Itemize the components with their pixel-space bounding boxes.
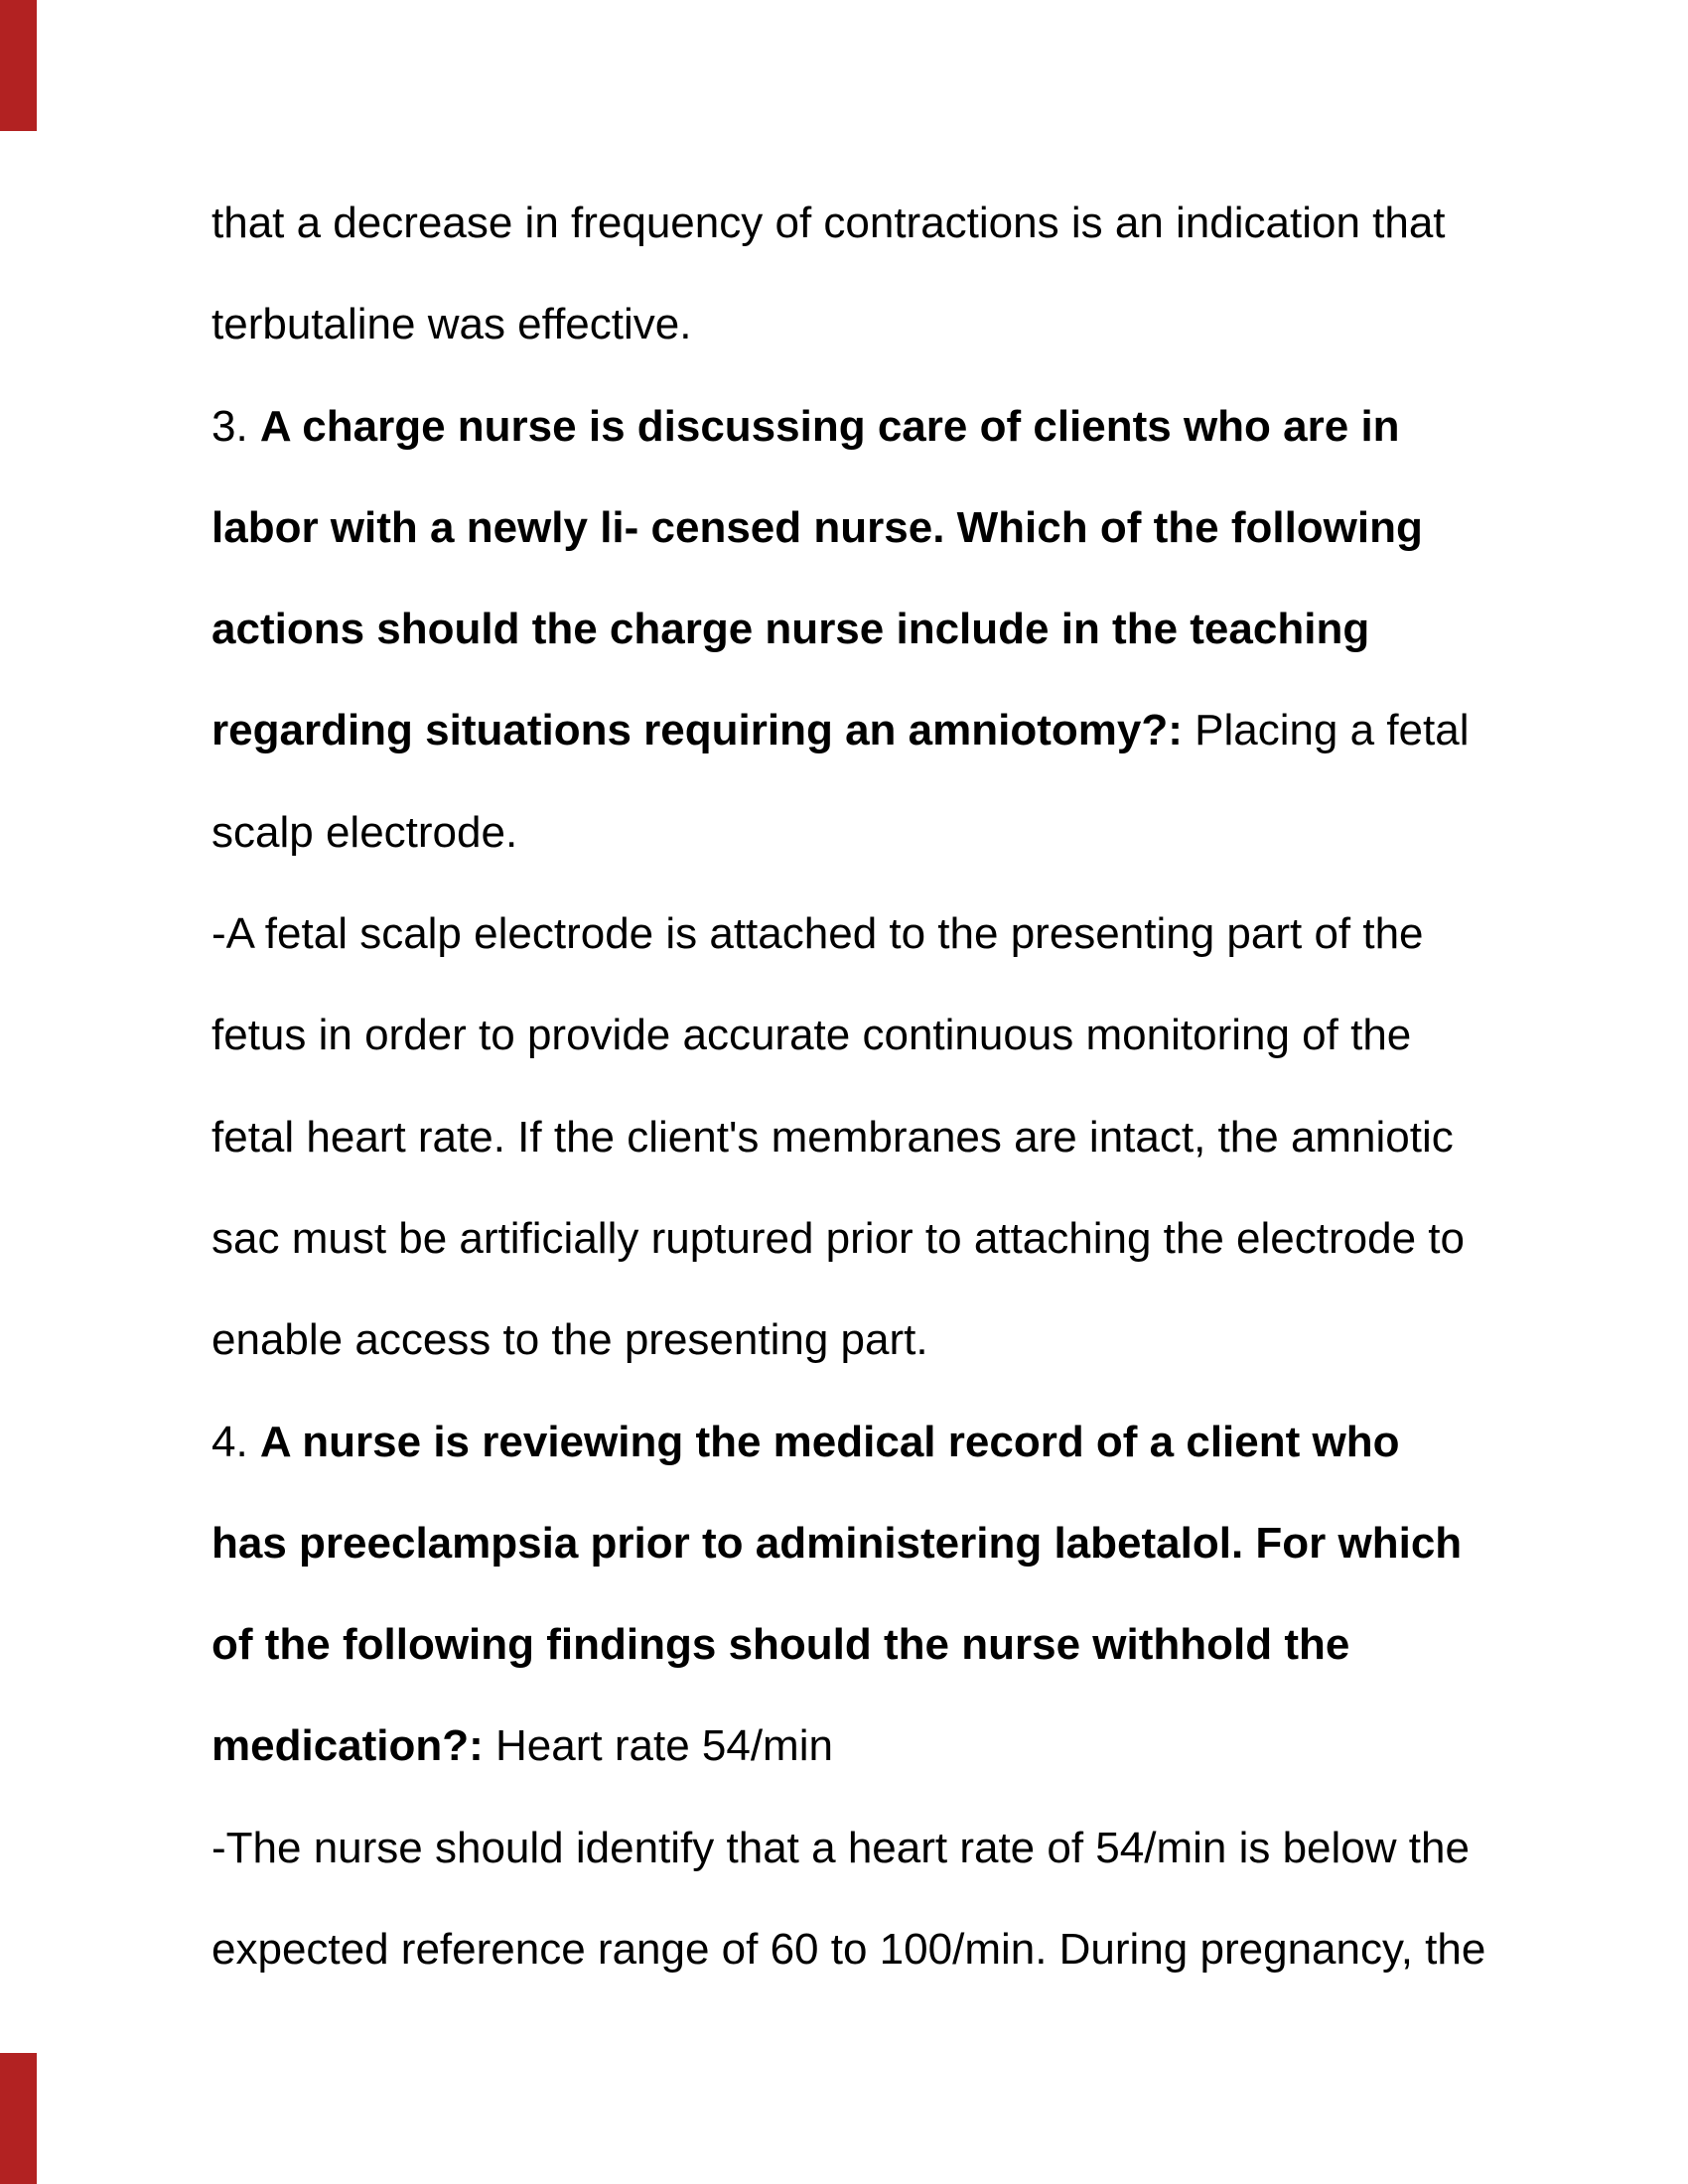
page-edge-marker-top bbox=[0, 0, 37, 131]
text-line bbox=[211, 1087, 1485, 1188]
answer-text-run: scalp electrode. bbox=[211, 807, 518, 857]
rationale-text-run: expected reference range of 60 to 100/min. During pregnancy, the bbox=[211, 1925, 1486, 1975]
document-text-block bbox=[211, 173, 1485, 2000]
rationale-text-run: fetus in order to provide accurate continuous monitoring of the bbox=[211, 1011, 1412, 1060]
question-text-run: actions should the charge nurse include in the teaching bbox=[211, 605, 1370, 654]
answer-text-run: Placing a fetal bbox=[1195, 706, 1470, 755]
question-text-run: of the following findings should the nurse withhold the bbox=[211, 1620, 1350, 1670]
answer-text-run: Heart rate 54/min bbox=[495, 1721, 833, 1771]
text-line bbox=[211, 884, 1485, 985]
text-line bbox=[211, 173, 1485, 274]
question-text-run: medication?: bbox=[211, 1721, 496, 1771]
text-run: terbutaline was effective. bbox=[211, 300, 692, 349]
text-line bbox=[211, 680, 1485, 781]
question-text-run: regarding situations requiring an amniotomy?: bbox=[211, 706, 1196, 755]
question-text-run: labor with a newly li- censed nurse. Which of the following bbox=[211, 502, 1423, 552]
text-line bbox=[211, 1188, 1485, 1290]
question-text-run: has preeclampsia prior to administering labetalol. For which bbox=[211, 1518, 1463, 1568]
question-text-run: A charge nurse is discussing care of clients who are in bbox=[259, 401, 1400, 451]
text-line bbox=[211, 1290, 1485, 1391]
question-text-run: A nurse is reviewing the medical record of a client who bbox=[259, 1417, 1400, 1466]
text-line bbox=[211, 1899, 1485, 2000]
text-line bbox=[211, 579, 1485, 680]
rationale-text-run: -The nurse should identify that a heart rate of 54/min is below the bbox=[211, 1823, 1470, 1872]
text-line bbox=[211, 274, 1485, 375]
rationale-text-run: enable access to the presenting part. bbox=[211, 1315, 928, 1365]
text-line bbox=[211, 376, 1485, 478]
question-number: 4. bbox=[211, 1417, 260, 1466]
text-line bbox=[211, 1696, 1485, 1797]
text-line bbox=[211, 1493, 1485, 1594]
rationale-text-run: -A fetal scalp electrode is attached to the presenting part of the bbox=[211, 909, 1424, 959]
rationale-text-run: sac must be artificially ruptured prior to attaching the electrode to bbox=[211, 1213, 1465, 1263]
text-line bbox=[211, 1392, 1485, 1493]
text-line bbox=[211, 985, 1485, 1086]
page-edge-marker-bottom bbox=[0, 2053, 37, 2184]
text-run: that a decrease in frequency of contractions is an indication that bbox=[211, 199, 1446, 247]
text-line bbox=[211, 478, 1485, 579]
text-line bbox=[211, 1594, 1485, 1696]
rationale-text-run: fetal heart rate. If the client's membranes are intact, the amniotic bbox=[211, 1112, 1454, 1161]
question-number: 3. bbox=[211, 401, 260, 451]
text-line bbox=[211, 782, 1485, 884]
text-line bbox=[211, 1798, 1485, 1899]
